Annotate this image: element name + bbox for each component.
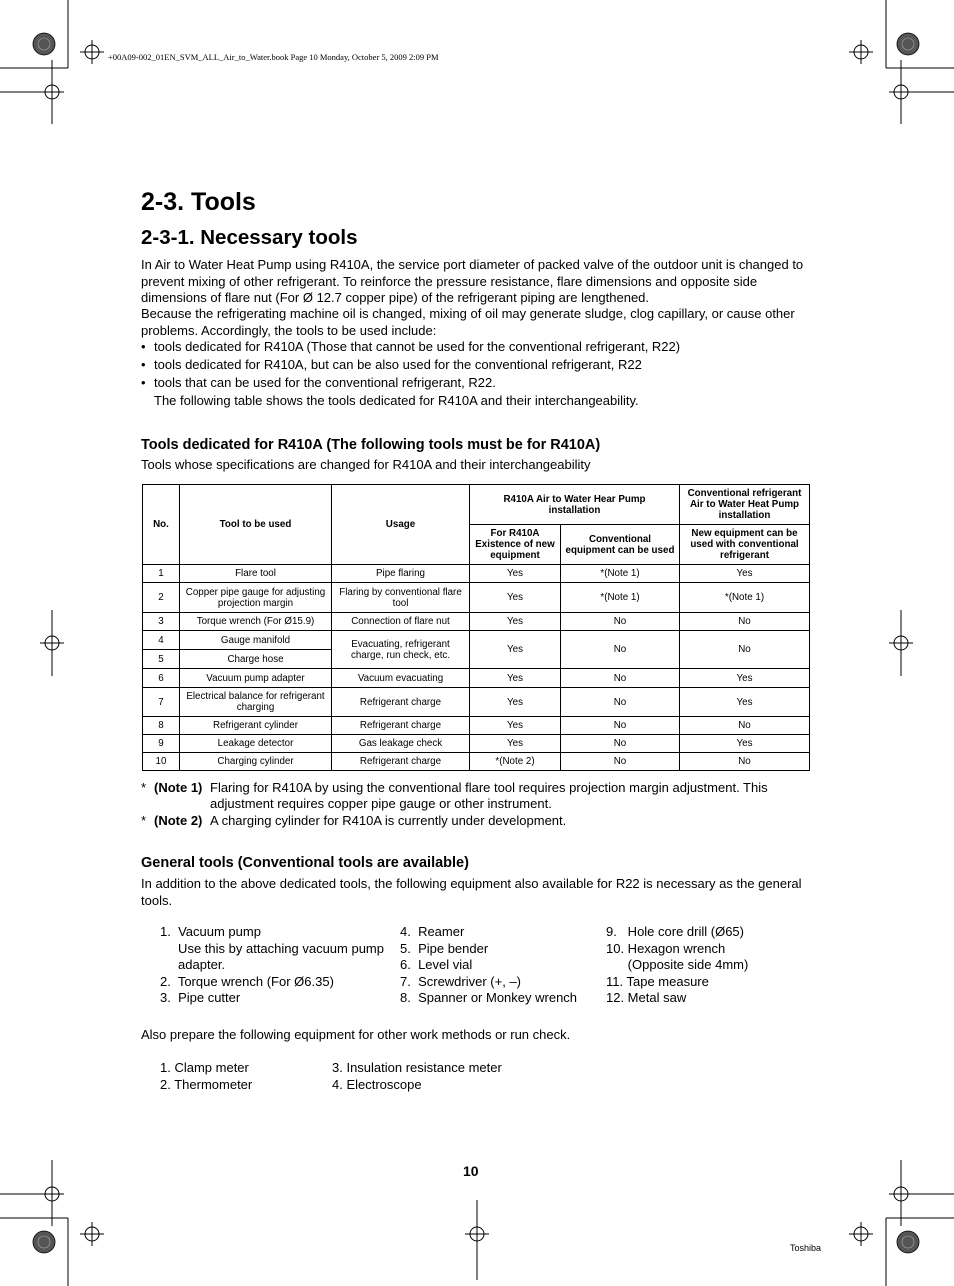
list-item: 6. Level vial [400,957,473,972]
table-row: 7 Electrical balance for refrigerant charging Refrigerant charge Yes No Yes [143,688,810,717]
note-1: * (Note 1) Flaring for R410A by using the conventional flare tool requires projection margin adjustment. This adjustment requires copper pipe gauge or other instrument. [141,780,768,811]
list-item: (Opposite side 4mm) [606,957,749,972]
footer-brand: Toshiba [790,1243,822,1253]
table-row: 1 Flare tool Pipe flaring Yes *(Note 1) Yes [143,565,810,583]
list-item: • tools dedicated for R410A (Those that cannot be used for the conventional refrigerant, R22) [141,339,681,354]
header-usage: Usage [332,485,470,565]
general-tools-col-1 [160,924,384,1007]
header-group-conventional: Conventional refrigerant Air to Water Heat Pump installation [680,485,810,525]
file-header: +00A09-002_01EN_SVM_ALL_Air_to_Water.book Page 10 Monday, October 5, 2009 2:09 PM [108,52,439,62]
list-item: 1. Clamp meter [160,1060,249,1075]
section-subtitle: 2-3-1. Necessary tools [141,226,358,249]
tools-table [142,484,810,771]
header-for-r410a: For R410A Existence of new equipment [470,525,561,565]
list-item: • tools dedicated for R410A, but can be also used for the conventional refrigerant, R22 [141,357,642,372]
section-title: 2-3. Tools [141,188,256,216]
tool-category-list [141,339,813,410]
table-caption: Tools whose specifications are changed for R410A and their interchangeability [141,457,591,472]
header-no: No. [143,485,180,565]
list-item: 4. Reamer [400,924,465,939]
extra-equipment-col-1 [160,1060,252,1093]
general-tools-intro: In addition to the above dedicated tools, the following equipment also available for R22 is necessary as the general tools. [141,876,802,908]
list-item: 2. Thermometer [160,1076,253,1092]
other-equipment-intro: Also prepare the following equipment for other work methods or run check. [141,1027,571,1042]
list-item: 5. Pipe bender [400,940,489,956]
table-row: 10 Charging cylinder Refrigerant charge *(Note 2) No No [143,753,810,771]
intro-paragraph-1: In Air to Water Heat Pump using R410A, the service port diameter of packed valve of the outdoor unit is changed to prevent mixing of other refrigerant. To reinforce the pressure resistance, flare dimensions and opposite side dimensions of flare nut (For Ø 12.7 copper pipe) of the refrigerant piping are lengthened. [141,257,804,305]
list-item: 3. Pipe cutter [160,990,241,1005]
list-item: 8. Spanner or Monkey wrench [400,990,578,1005]
table-row: 9 Leakage detector Gas leakage check Yes No Yes [143,735,810,753]
list-item: 1. Vacuum pump [160,924,261,939]
table-row: 6 Vacuum pump adapter Vacuum evacuating Yes No Yes [143,669,810,688]
list-item: Use this by attaching vacuum pump [160,940,384,956]
table-notes [141,780,821,829]
list-item: 3. Insulation resistance meter [332,1060,502,1075]
list-item: 2. Torque wrench (For Ø6.35) [160,973,334,989]
bullet-followup: The following table shows the tools dedicated for R410A and their interchangeability. [154,393,639,408]
list-item: adapter. [160,957,226,972]
list-item: 9. Hole core drill (Ø65) [606,924,744,939]
list-item: 4. Electroscope [332,1076,422,1092]
header-group-r410a: R410A Air to Water Hear Pump installation [470,485,680,525]
table-row: 5 Charge hose [143,650,810,669]
list-item: 10. Hexagon wrench [606,940,726,956]
table-row: 4 Gauge manifold Evacuating, refrigerant charge, run check, etc. Yes No No [143,631,810,650]
table-row: 3 Torque wrench (For Ø15.9) Connection of flare nut Yes No No [143,613,810,631]
header-conventional-equipment: Conventional equipment can be used [561,525,680,565]
list-item: • tools that can be used for the conventional refrigerant, R22. [141,375,496,390]
dedicated-tools-heading: Tools dedicated for R410A (The following tools must be for R410A) [141,437,601,453]
list-item: 12. Metal saw [606,990,687,1005]
note-2: * (Note 2) A charging cylinder for R410A is currently under development. [141,813,567,828]
intro-paragraph-2: Because the refrigerating machine oil is changed, mixing of oil may generate sludge, clog capillary, or cause other problems. Accordingly, the tools to be used include: [141,306,795,338]
list-item: 11. Tape measure [606,973,709,989]
general-tools-col-3 [606,924,748,1007]
table-row: 2 Copper pipe gauge for adjusting projection margin Flaring by conventional flare tool Yes *(Note 1) *(Note 1) [143,583,810,613]
general-tools-heading: General tools (Conventional tools are available) [141,855,469,871]
page-number: 10 [463,1163,479,1179]
table-row: 8 Refrigerant cylinder Refrigerant charge Yes No No [143,717,810,735]
extra-equipment-col-2 [332,1060,502,1093]
general-tools-col-2 [400,924,577,1007]
header-new-equipment: New equipment can be used with conventional refrigerant [680,525,810,565]
list-item: 7. Screwdriver (+, –) [400,973,522,989]
header-tool: Tool to be used [180,485,332,565]
